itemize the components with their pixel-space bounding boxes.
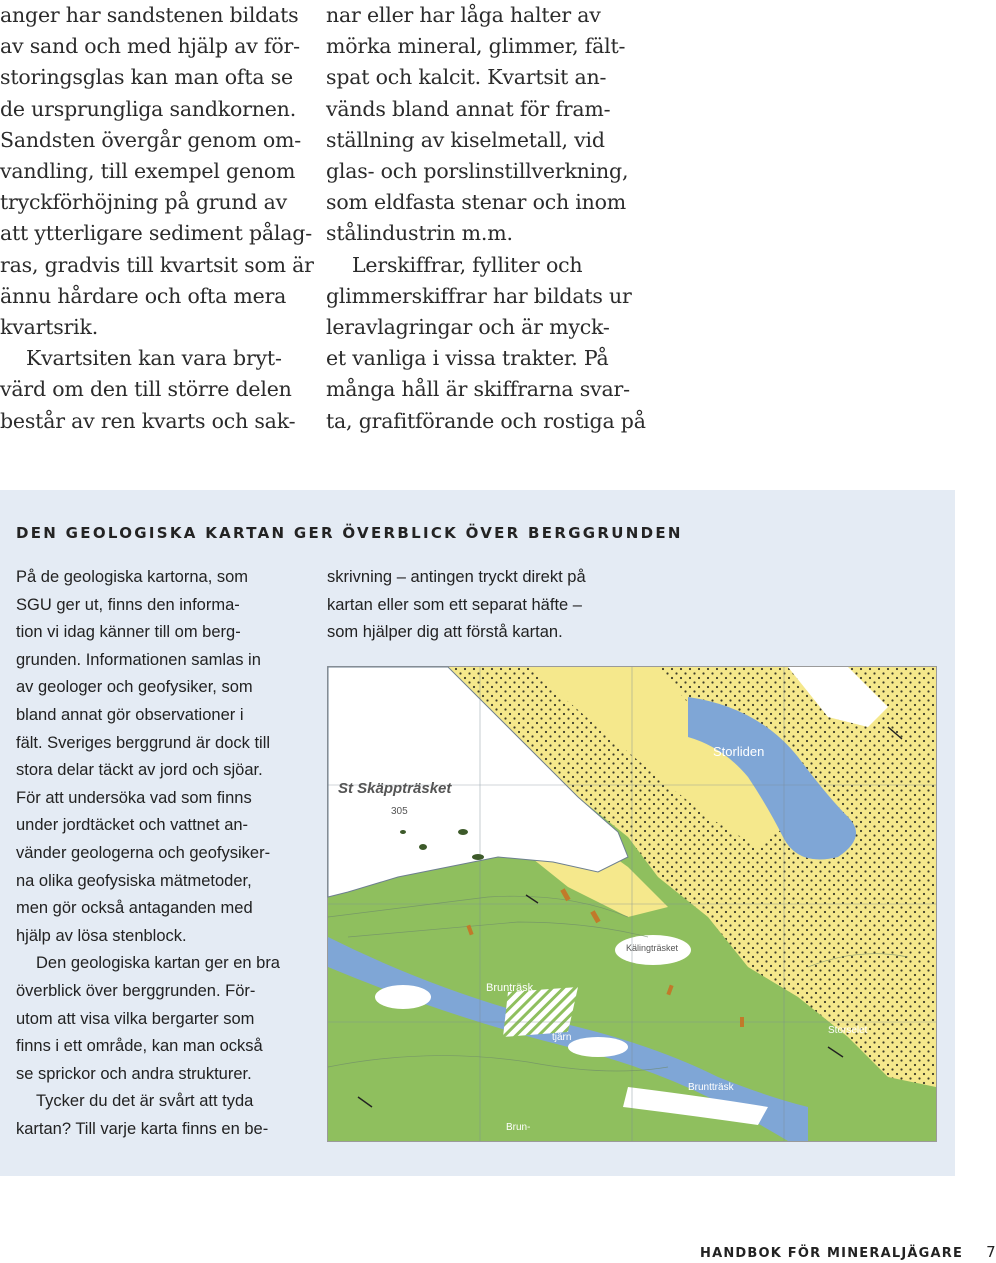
- factbox-left-column: [16, 564, 316, 1143]
- footer-title: HANDBOK FÖR MINERALJÄGARE: [700, 1246, 964, 1261]
- article-line: ras, gradvis till kvartsit som är: [0, 252, 314, 277]
- factbox-line: finns i ett område, kan man också: [16, 1037, 263, 1056]
- factbox-line: stora delar täckt av jord och sjöar.: [16, 761, 263, 780]
- factbox-line: utom att visa vilka bergarter som: [16, 1009, 255, 1028]
- factbox-line: tion vi idag känner till om berg-: [16, 623, 241, 642]
- article-line: ännu hårdare och ofta mera: [0, 283, 287, 308]
- map-lake-tjarn: [568, 1037, 628, 1057]
- page-number: 7: [986, 1243, 996, 1261]
- map-label-storliden: Storliden: [713, 744, 765, 759]
- map-label-brun: Brun-: [506, 1122, 531, 1133]
- article-left-column: [0, 0, 314, 437]
- factbox-line: skrivning – antingen tryckt direkt på: [327, 568, 586, 586]
- article-line: et vanliga i vissa trakter. På: [326, 346, 609, 371]
- article-line: de ursprungliga sandkornen.: [0, 96, 297, 121]
- map-label-lake: St Skäppträsket: [338, 780, 452, 797]
- map-label-storselet: Storselet: [828, 1025, 868, 1036]
- factbox-line: som hjälper dig att förstå kartan.: [327, 623, 563, 642]
- factbox-line: se sprickor och andra strukturer.: [16, 1064, 252, 1083]
- factbox-line: under jordtäcket och vattnet an-: [16, 816, 249, 835]
- article-line: av sand och med hjälp av för-: [0, 34, 300, 59]
- map-label-elevation: 305: [391, 806, 408, 817]
- map-label-nasliden: Näsliden: [328, 870, 374, 882]
- factbox-line: vänder geologerna och geofysiker-: [16, 843, 271, 862]
- factbox-line: kartan? Till varje karta finns en be-: [16, 1119, 269, 1138]
- geological-map-graphic: [328, 667, 936, 1141]
- factbox-line: För att undersöka vad som finns: [16, 788, 252, 807]
- page-footer: [700, 1242, 996, 1261]
- factbox-line: SGU ger ut, finns den informa-: [16, 595, 240, 614]
- factbox-line: av geologer och geofysiker, som: [16, 678, 253, 697]
- article-line: Kvartsiten kan vara bryt-: [26, 346, 282, 371]
- article-line: Lerskiffrar, fylliter och: [352, 252, 583, 277]
- factbox-heading: DEN GEOLOGISKA KARTAN GER ÖVERBLICK ÖVER BERGGRUNDEN: [16, 524, 683, 542]
- factbox-line: fält. Sveriges berggrund är dock till: [16, 733, 271, 752]
- geological-map: [327, 666, 937, 1142]
- article-line: ta, grafitförande och rostiga på: [326, 408, 646, 433]
- map-label-tjarn: tjärn: [552, 1032, 572, 1043]
- map-hatched-area: [503, 987, 578, 1037]
- article-line: mörka mineral, glimmer, fält-: [326, 34, 626, 59]
- article-line: glimmerskiffrar har bildats ur: [326, 283, 632, 308]
- factbox-line: grunden. Informationen samlas in: [16, 650, 261, 669]
- article-line: värd om den till större delen: [0, 377, 292, 402]
- article-line: anger har sandstenen bildats: [0, 3, 299, 27]
- factbox-line: kartan eller som ett separat häfte –: [327, 595, 582, 614]
- map-label-getarliden: Getarliden: [831, 697, 878, 708]
- map-label-lilla-brunttrask: Bruntträsk: [688, 1082, 734, 1093]
- factbox: [0, 490, 955, 1176]
- article-right-column: [326, 0, 646, 437]
- map-lake-brunttrask-west: [375, 985, 431, 1009]
- factbox-line: bland annat gör observationer i: [16, 705, 244, 724]
- article-line: spat och kalcit. Kvartsit an-: [326, 65, 607, 90]
- map-label-kallingtrasket: Kälingträsket: [626, 943, 679, 953]
- article-line: vandling, till exempel genom: [0, 159, 296, 184]
- article-line: kvartsrik.: [0, 315, 99, 340]
- map-lake-kallingtrasket: [615, 935, 691, 965]
- article-line: att ytterligare sediment pålag-: [0, 221, 312, 246]
- factbox-line: Tycker du det är svårt att tyda: [36, 1092, 254, 1111]
- article-line: tryckförhöjning på grund av: [0, 190, 287, 215]
- article-line: består av ren kvarts och sak-: [0, 408, 296, 433]
- factbox-line: hjälp av lösa stenblock.: [16, 926, 187, 945]
- factbox-line: På de geologiska kartorna, som: [16, 568, 249, 586]
- article-line: glas- och porslinstillverkning,: [326, 159, 629, 184]
- article-line: vänds bland annat för fram-: [326, 96, 611, 121]
- article-line: nar eller har låga halter av: [326, 3, 601, 27]
- factbox-line: na olika geofysiska mätmetoder,: [16, 871, 252, 890]
- factbox-line: men gör också antaganden med: [16, 899, 253, 918]
- article-line: leravlagringar och är myck-: [326, 315, 610, 340]
- article-line: ställning av kiselmetall, vid: [326, 127, 605, 152]
- article-line: många håll är skiffrarna svar-: [326, 377, 630, 402]
- article-line: stålindustrin m.m.: [326, 221, 513, 246]
- factbox-line: överblick över berggrunden. För-: [16, 981, 256, 1000]
- map-label-brunttrask: Brunträsk: [486, 982, 534, 994]
- article-line: Sandsten övergår genom om-: [0, 127, 301, 152]
- factbox-line: Den geologiska kartan ger en bra: [36, 954, 280, 973]
- article-line: storingsglas kan man ofta se: [0, 65, 293, 90]
- article-line: som eldfasta stenar och inom: [326, 190, 627, 215]
- factbox-right-column: [327, 564, 647, 647]
